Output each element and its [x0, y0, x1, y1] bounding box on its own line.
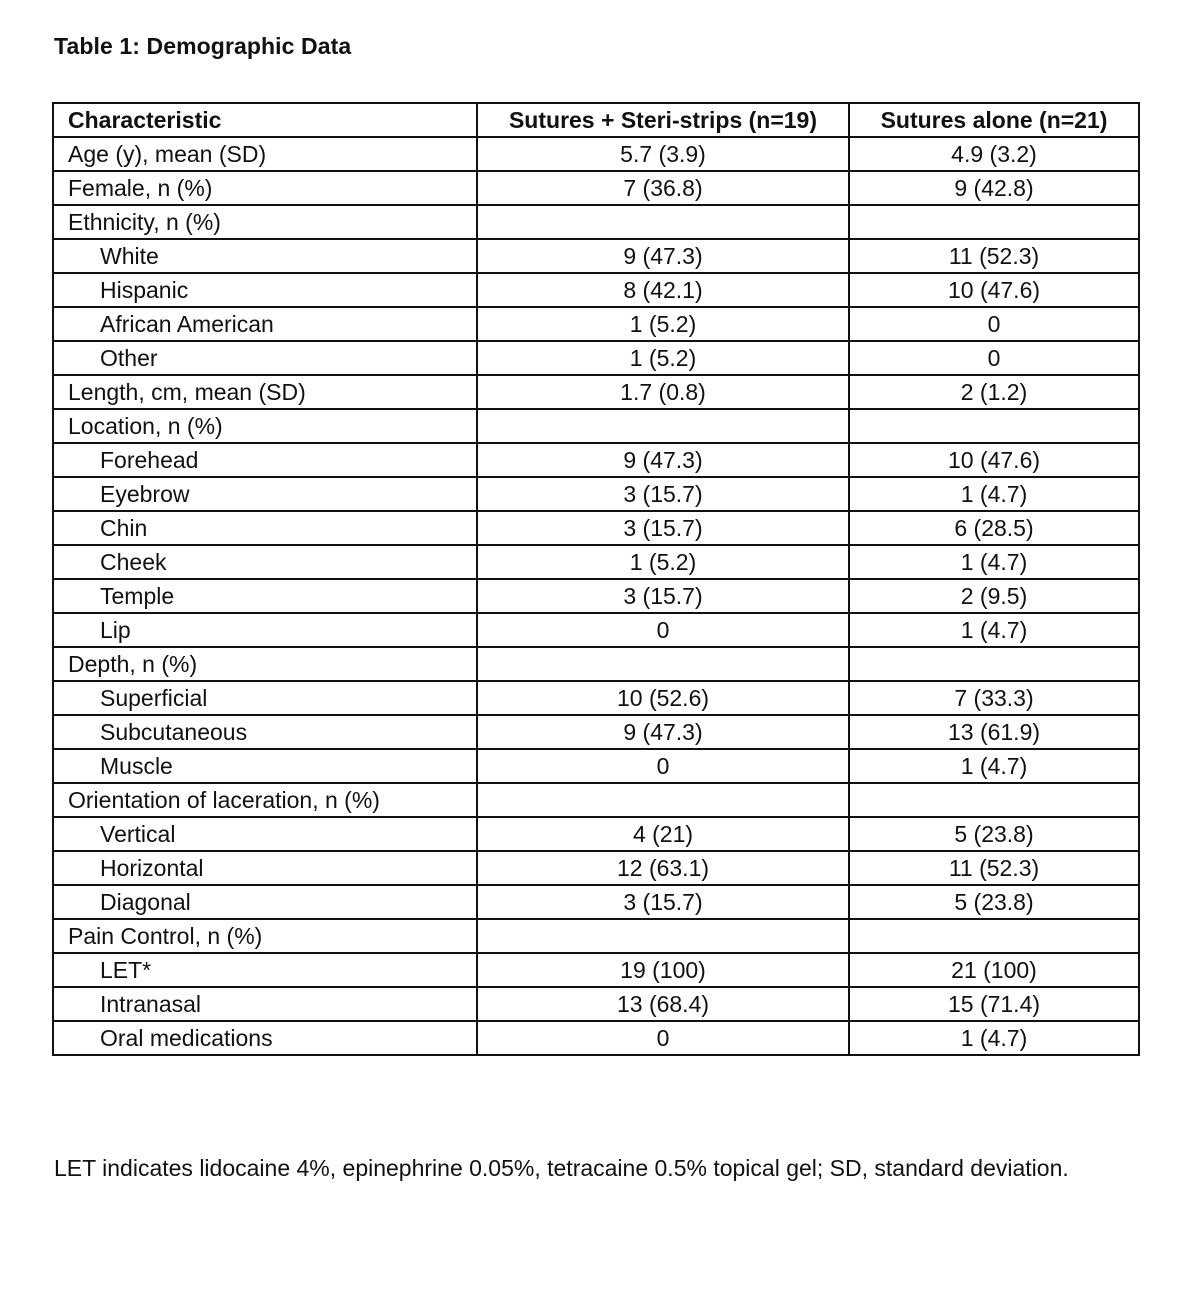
table-row: [53, 613, 1139, 647]
row-label: Horizontal: [53, 851, 477, 885]
row-label: Orientation of laceration, n (%): [53, 783, 477, 817]
table-row: [53, 953, 1139, 987]
header-sutures-alone: Sutures alone (n=21): [849, 103, 1139, 137]
row-label: Muscle: [53, 749, 477, 783]
cell-sutures-steri-strips: [477, 409, 849, 443]
row-label: Ethnicity, n (%): [53, 205, 477, 239]
table-caption: Table 1: Demographic Data: [54, 33, 352, 59]
cell-sutures-alone: 1 (4.7): [849, 545, 1139, 579]
table-row: [53, 579, 1139, 613]
row-label: Age (y), mean (SD): [53, 137, 477, 171]
table-row: [53, 1021, 1139, 1055]
table-row: [53, 851, 1139, 885]
cell-sutures-alone: [849, 647, 1139, 681]
cell-sutures-steri-strips: 0: [477, 613, 849, 647]
cell-sutures-steri-strips: 10 (52.6): [477, 681, 849, 715]
cell-sutures-alone: [849, 783, 1139, 817]
row-label: Superficial: [53, 681, 477, 715]
cell-sutures-steri-strips: 3 (15.7): [477, 477, 849, 511]
table-row: [53, 647, 1139, 681]
table-row: [53, 341, 1139, 375]
row-label: Female, n (%): [53, 171, 477, 205]
cell-sutures-steri-strips: 1.7 (0.8): [477, 375, 849, 409]
cell-sutures-steri-strips: 3 (15.7): [477, 511, 849, 545]
table-row: [53, 783, 1139, 817]
cell-sutures-alone: 7 (33.3): [849, 681, 1139, 715]
table-row: [53, 137, 1139, 171]
cell-sutures-steri-strips: [477, 205, 849, 239]
cell-sutures-steri-strips: 5.7 (3.9): [477, 137, 849, 171]
cell-sutures-steri-strips: 13 (68.4): [477, 987, 849, 1021]
cell-sutures-steri-strips: 3 (15.7): [477, 885, 849, 919]
cell-sutures-alone: 21 (100): [849, 953, 1139, 987]
cell-sutures-alone: 1 (4.7): [849, 749, 1139, 783]
cell-sutures-alone: 1 (4.7): [849, 613, 1139, 647]
cell-sutures-alone: 6 (28.5): [849, 511, 1139, 545]
header-characteristic: Characteristic: [53, 103, 477, 137]
cell-sutures-alone: 9 (42.8): [849, 171, 1139, 205]
cell-sutures-alone: 5 (23.8): [849, 885, 1139, 919]
cell-sutures-alone: 2 (1.2): [849, 375, 1139, 409]
cell-sutures-alone: 1 (4.7): [849, 477, 1139, 511]
demographic-table: [52, 102, 1140, 1056]
cell-sutures-alone: 10 (47.6): [849, 443, 1139, 477]
table-row: [53, 443, 1139, 477]
row-label: Oral medications: [53, 1021, 477, 1055]
row-label: Intranasal: [53, 987, 477, 1021]
cell-sutures-steri-strips: [477, 919, 849, 953]
table-row: [53, 885, 1139, 919]
row-label: Chin: [53, 511, 477, 545]
cell-sutures-steri-strips: 3 (15.7): [477, 579, 849, 613]
table-row: [53, 817, 1139, 851]
table-row: [53, 409, 1139, 443]
cell-sutures-alone: [849, 919, 1139, 953]
table-row: [53, 205, 1139, 239]
cell-sutures-steri-strips: 9 (47.3): [477, 239, 849, 273]
row-label: Forehead: [53, 443, 477, 477]
table-row: [53, 375, 1139, 409]
cell-sutures-steri-strips: 1 (5.2): [477, 341, 849, 375]
cell-sutures-alone: 11 (52.3): [849, 239, 1139, 273]
cell-sutures-steri-strips: 1 (5.2): [477, 307, 849, 341]
cell-sutures-alone: 10 (47.6): [849, 273, 1139, 307]
table-row: [53, 511, 1139, 545]
cell-sutures-steri-strips: 19 (100): [477, 953, 849, 987]
table-row: [53, 477, 1139, 511]
header-sutures-steri-strips: Sutures + Steri-strips (n=19): [477, 103, 849, 137]
row-label: Subcutaneous: [53, 715, 477, 749]
row-label: Depth, n (%): [53, 647, 477, 681]
cell-sutures-alone: 13 (61.9): [849, 715, 1139, 749]
row-label: Pain Control, n (%): [53, 919, 477, 953]
cell-sutures-alone: 0: [849, 341, 1139, 375]
cell-sutures-steri-strips: 7 (36.8): [477, 171, 849, 205]
row-label: Cheek: [53, 545, 477, 579]
table-row: [53, 273, 1139, 307]
row-label: LET*: [53, 953, 477, 987]
table-row: [53, 715, 1139, 749]
cell-sutures-alone: 2 (9.5): [849, 579, 1139, 613]
table-row: [53, 681, 1139, 715]
cell-sutures-steri-strips: 9 (47.3): [477, 443, 849, 477]
table-header: [53, 103, 1139, 137]
row-label: Location, n (%): [53, 409, 477, 443]
row-label: Eyebrow: [53, 477, 477, 511]
table-row: [53, 749, 1139, 783]
cell-sutures-steri-strips: [477, 783, 849, 817]
table-row: [53, 307, 1139, 341]
row-label: White: [53, 239, 477, 273]
row-label: African American: [53, 307, 477, 341]
header-row: [53, 103, 1139, 137]
table-body: [53, 137, 1139, 1055]
cell-sutures-steri-strips: 1 (5.2): [477, 545, 849, 579]
table-row: [53, 545, 1139, 579]
cell-sutures-alone: 1 (4.7): [849, 1021, 1139, 1055]
cell-sutures-alone: 0: [849, 307, 1139, 341]
cell-sutures-steri-strips: [477, 647, 849, 681]
cell-sutures-steri-strips: 12 (63.1): [477, 851, 849, 885]
cell-sutures-alone: [849, 409, 1139, 443]
cell-sutures-alone: 11 (52.3): [849, 851, 1139, 885]
row-label: Hispanic: [53, 273, 477, 307]
cell-sutures-steri-strips: 8 (42.1): [477, 273, 849, 307]
cell-sutures-steri-strips: 4 (21): [477, 817, 849, 851]
table-row: [53, 919, 1139, 953]
row-label: Temple: [53, 579, 477, 613]
table-row: [53, 171, 1139, 205]
cell-sutures-alone: [849, 205, 1139, 239]
cell-sutures-alone: 15 (71.4): [849, 987, 1139, 1021]
cell-sutures-steri-strips: 0: [477, 749, 849, 783]
cell-sutures-steri-strips: 0: [477, 1021, 849, 1055]
row-label: Other: [53, 341, 477, 375]
cell-sutures-alone: 5 (23.8): [849, 817, 1139, 851]
cell-sutures-steri-strips: 9 (47.3): [477, 715, 849, 749]
cell-sutures-alone: 4.9 (3.2): [849, 137, 1139, 171]
table-row: [53, 239, 1139, 273]
table-footnote: LET indicates lidocaine 4%, epinephrine 0.05%, tetracaine 0.5% topical gel; SD, standard deviation.: [54, 1155, 1069, 1181]
row-label: Diagonal: [53, 885, 477, 919]
row-label: Vertical: [53, 817, 477, 851]
row-label: Length, cm, mean (SD): [53, 375, 477, 409]
row-label: Lip: [53, 613, 477, 647]
table-row: [53, 987, 1139, 1021]
